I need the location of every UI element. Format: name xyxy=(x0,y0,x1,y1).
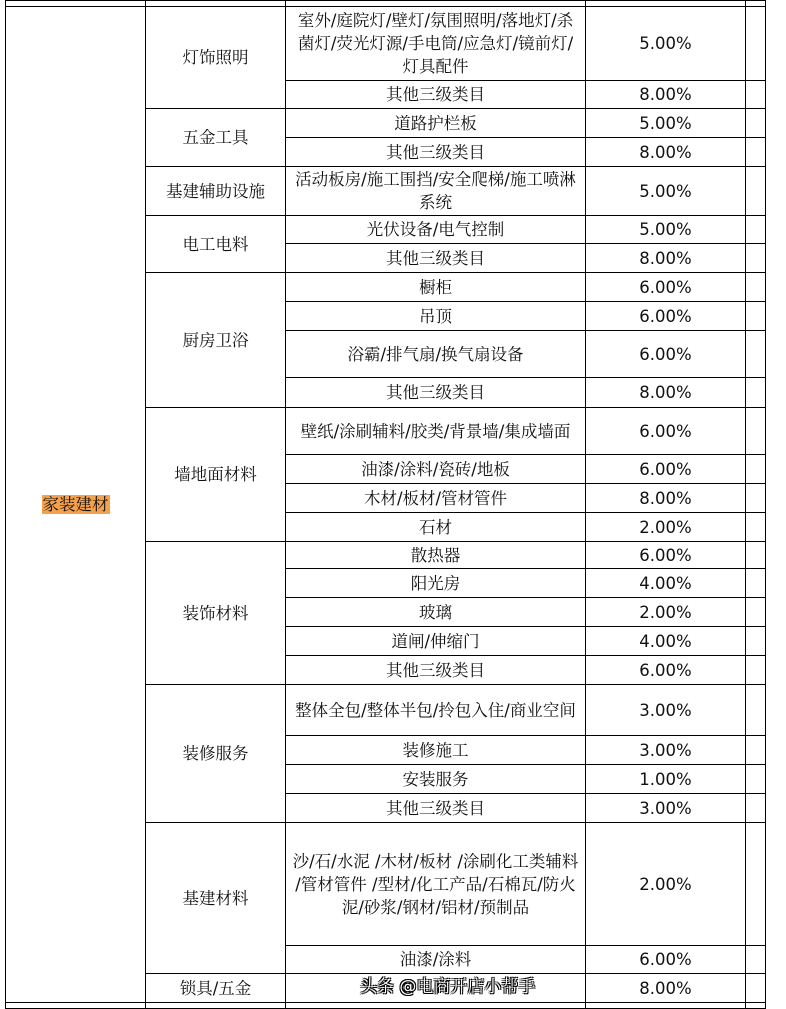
commission-rate: 5.00% xyxy=(586,109,746,138)
level2-category: 厨房卫浴 xyxy=(146,273,286,408)
partial-cell xyxy=(746,244,766,273)
partial-cell xyxy=(746,627,766,656)
commission-rate: 8.00% xyxy=(586,138,746,167)
level3-category: 安装服务 xyxy=(286,765,586,794)
partial-cell xyxy=(746,455,766,484)
commission-rate: 6.00% xyxy=(586,946,746,974)
level3-category: 其他三级类目 xyxy=(286,244,586,273)
commission-rate: 6.00% xyxy=(586,455,746,484)
level3-category: 光伏设备/电气控制 xyxy=(286,216,586,244)
level3-category: 整体全包/整体半包/拎包入住/商业空间 xyxy=(286,685,586,736)
level3-category: 其他三级类目 xyxy=(286,794,586,823)
commission-rate: 3.00% xyxy=(586,685,746,736)
level3-category: 油漆/涂料 xyxy=(286,946,586,974)
level3-category: 油漆/涂料/瓷砖/地板 xyxy=(286,455,586,484)
level2-category: 五金工具 xyxy=(146,109,286,167)
commission-rate: 4.00% xyxy=(586,627,746,656)
commission-rate: 3.00% xyxy=(586,794,746,823)
level3-category: 装修施工 xyxy=(286,736,586,765)
commission-rate: 1.00% xyxy=(586,765,746,794)
partial-cell xyxy=(746,138,766,167)
level3-category: 橱柜 xyxy=(286,273,586,302)
level2-category: 墙地面材料 xyxy=(146,408,286,542)
commission-rate: 5.00% xyxy=(586,7,746,81)
level3-category: 其他三级类目 xyxy=(286,378,586,408)
level1-cell xyxy=(6,7,146,1003)
partial-cell xyxy=(746,765,766,794)
partial-cell xyxy=(746,484,766,513)
level3-category: 其他三级类目 xyxy=(286,81,586,109)
commission-rate: 2.00% xyxy=(586,598,746,627)
partial-cell xyxy=(746,656,766,685)
partial-cell xyxy=(746,542,766,569)
commission-rate: 8.00% xyxy=(586,484,746,513)
partial-cell xyxy=(746,408,766,455)
level3-category: 浴霸/排气扇/换气扇设备 xyxy=(286,331,586,378)
level3-category: 木材/板材/管材管件 xyxy=(286,484,586,513)
level1-category: 家装建材 xyxy=(42,495,109,514)
commission-rate: 6.00% xyxy=(586,302,746,331)
partial-cell xyxy=(746,598,766,627)
level3-category: 其他三级类目 xyxy=(286,138,586,167)
level3-category: 石材 xyxy=(286,513,586,542)
level2-category: 锁具/五金 xyxy=(146,974,286,1003)
partial-cell xyxy=(746,378,766,408)
commission-rate: 6.00% xyxy=(586,273,746,302)
watermark: 头条 @电商开店小帮手 xyxy=(360,977,536,997)
level3-category: 壁纸/涂刷辅料/胶类/背景墙/集成墙面 xyxy=(286,408,586,455)
commission-rate: 8.00% xyxy=(586,974,746,1003)
partial-cell xyxy=(746,946,766,974)
level2-category: 基建辅助设施 xyxy=(146,167,286,216)
level3-category: 沙/石/水泥 /木材/板材 /涂刷化工类辅料 /管材管件 /型材/化工产品/石棉瓦/防火泥/砂浆/钢材/铝材/预制品 xyxy=(286,823,586,946)
table-row xyxy=(6,7,766,81)
commission-rate: 8.00% xyxy=(586,81,746,109)
partial-cell xyxy=(746,109,766,138)
level3-category: 道闸/伸缩门 xyxy=(286,627,586,656)
partial-cell xyxy=(746,273,766,302)
commission-rate-table xyxy=(5,0,766,1009)
level3-category: 阳光房 xyxy=(286,569,586,598)
level3-category: 道路护栏板 xyxy=(286,109,586,138)
commission-rate: 5.00% xyxy=(586,167,746,216)
commission-rate: 6.00% xyxy=(586,542,746,569)
partial-cell xyxy=(746,216,766,244)
partial-cell xyxy=(746,736,766,765)
level3-category: 其他三级类目 xyxy=(286,656,586,685)
level2-category: 灯饰照明 xyxy=(146,7,286,109)
commission-rate: 2.00% xyxy=(586,823,746,946)
partial-cell xyxy=(746,513,766,542)
commission-rate: 8.00% xyxy=(586,378,746,408)
partial-cell xyxy=(746,302,766,331)
commission-rate: 8.00% xyxy=(586,244,746,273)
commission-rate: 5.00% xyxy=(586,216,746,244)
commission-rate: 6.00% xyxy=(586,408,746,455)
partial-cell xyxy=(746,685,766,736)
partial-cell xyxy=(746,974,766,1003)
partial-cell xyxy=(746,823,766,946)
level2-category: 装修服务 xyxy=(146,685,286,823)
partial-cell xyxy=(746,81,766,109)
level2-category: 电工电料 xyxy=(146,216,286,273)
commission-rate: 2.00% xyxy=(586,513,746,542)
commission-rate: 4.00% xyxy=(586,569,746,598)
partial-cell xyxy=(746,794,766,823)
level3-category: 散热器 xyxy=(286,542,586,569)
partial-cell xyxy=(746,7,766,81)
level3-category: 活动板房/施工围挡/安全爬梯/施工喷淋系统 xyxy=(286,167,586,216)
partial-cell xyxy=(746,331,766,378)
level3-category: 玻璃 xyxy=(286,598,586,627)
level2-category: 基建材料 xyxy=(146,823,286,974)
partial-cell xyxy=(746,167,766,216)
level2-category: 装饰材料 xyxy=(146,542,286,685)
commission-rate: 6.00% xyxy=(586,331,746,378)
partial-cell xyxy=(746,569,766,598)
commission-rate: 6.00% xyxy=(586,656,746,685)
commission-rate: 3.00% xyxy=(586,736,746,765)
level3-category: 室外/庭院灯/壁灯/氛围照明/落地灯/杀菌灯/荧光灯源/手电筒/应急灯/镜前灯/灯具配件 xyxy=(286,7,586,81)
level3-category: 吊顶 xyxy=(286,302,586,331)
